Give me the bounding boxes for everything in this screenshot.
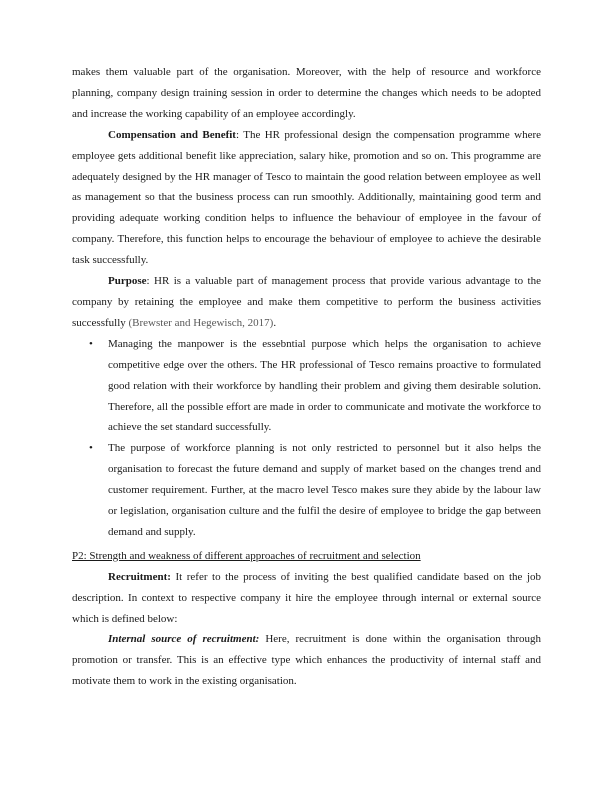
list-item — [72, 438, 541, 543]
purpose-citation: (Brewster and Hegewisch, 2017) — [128, 316, 274, 329]
purpose-end: . — [273, 316, 277, 329]
purpose-paragraph — [72, 271, 541, 334]
intro-paragraph: makes them valuable part of the organisation. Moreover, with the help of resource and workforce planning, company design training session in order to determine the changes which needs to be adopted and increase the working capability of an employee accordingly. — [72, 66, 541, 120]
bullet-list — [72, 334, 541, 543]
recruitment-text: It refer to the process of inviting the best qualified candidate based on the job description. In context to respective company it hire the employee through internal or external source which is defined below: — [72, 570, 541, 625]
bullet-text: The purpose of workforce planning is not only restricted to personnel but it also helps the organisation to forecast the future demand and supply of market based on the changes trend and customer requirement. Further, at the macro level Tesco makes sure they abide by the labour law or legislation, organisation culture and the fulfil the desire of employee to bridge the gap between demand and supply. — [108, 442, 541, 538]
purpose-text: : HR is a valuable part of management process that provide various advantage to the company by retaining the employee and make them competitive to perform the business activities successfully — [72, 275, 541, 329]
compensation-text: : The HR professional design the compensation programme where employee gets additional benefit like appreciation, salary hike, promotion and so on. This programme are adequately designed by the HR manager of Tesco to maintain the good relation between employee as well as management so that the business process can run smoothly. Additionally, maintaining good term and providing adequate working condition helps to influence the behaviour of employee in the favour of company. Therefore, this function helps to encourage the behaviour of employee to achieve the desirable task successfully. — [72, 128, 541, 267]
compensation-label: Compensation and Benefit — [108, 128, 236, 141]
section-heading: P2: Strength and weakness of different approaches of recruitment and selection — [72, 549, 421, 562]
bullet-icon: • — [89, 337, 93, 350]
list-item — [72, 334, 541, 439]
bullet-text: Managing the manpower is the essebntial purpose which helps the organisation to achieve competitive edge over the others. The HR professional of Tesco remains proactive to formulated good relation with their workforce by handling their problem and giving them desirable solution. Therefore, all the possible effort are made in order to communicate and motivate the workforce to achieve the set standard successfully. — [108, 337, 541, 434]
internal-source-label: Internal source of recruitment: — [108, 633, 260, 646]
document-page — [72, 62, 541, 692]
recruitment-paragraph — [72, 567, 541, 630]
compensation-paragraph — [72, 125, 541, 271]
purpose-label: Purpose — [108, 275, 147, 288]
internal-source-paragraph — [72, 629, 541, 692]
internal-source-text: Here, recruitment is done within the organisation through promotion or transfer. This is an effective type which enhances the productivity of internal staff and motivate them to work in the existing organisation. — [72, 633, 541, 688]
recruitment-label: Recruitment: — [108, 570, 171, 583]
bullet-icon: • — [89, 442, 93, 455]
